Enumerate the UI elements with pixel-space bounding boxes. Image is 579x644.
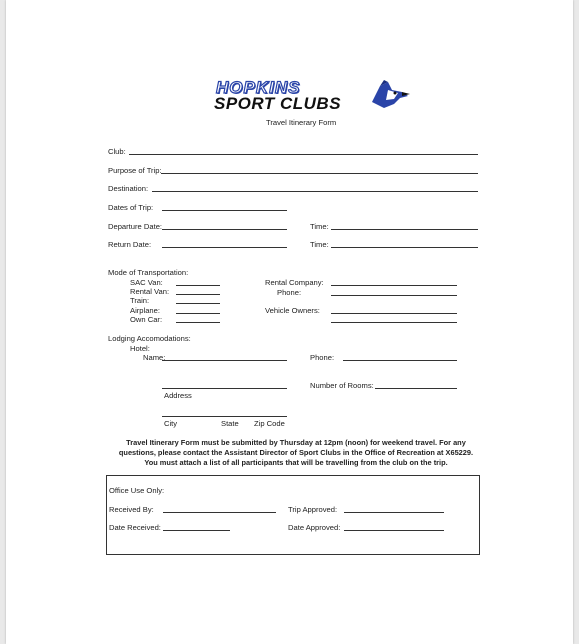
purpose-field[interactable] [161,173,478,174]
form-title: Travel Itinerary Form [266,118,337,127]
train-field[interactable] [176,303,220,304]
train-label: Train: [130,296,150,305]
rental-company-label: Rental Company: [265,278,324,287]
dates-label: Dates of Trip: [108,203,154,212]
transport-heading: Mode of Transportation: [108,268,189,277]
rental-phone-label: Phone: [277,288,302,297]
logo-sport-clubs: SPORT CLUBS [214,94,342,113]
return-date-label: Return Date: [108,240,152,249]
return-time-field[interactable] [331,247,478,248]
address-field[interactable] [162,388,287,389]
bluejay-icon [368,80,412,112]
date-approved-field[interactable] [344,530,444,531]
own-car-label: Own Car: [130,315,163,324]
notice-line-1: Travel Itinerary Form must be submitted by Thursday at 12pm (noon) for weekend travel. For any [126,438,466,447]
airplane-label: Airplane: [130,306,160,315]
notice-line-3: You must attach a list of all participants that will be travelling from the club on the trip. [144,458,448,467]
dates-field[interactable] [162,210,287,211]
rental-phone-field[interactable] [331,295,457,296]
received-by-field[interactable] [163,512,276,513]
logo-hopkins: HOPKINS [216,78,301,97]
sac-van-label: SAC Van: [130,278,163,287]
hotel-label: Hotel: [130,344,150,353]
city-label: City [164,419,178,428]
departure-time-label: Time: [310,222,329,231]
hotel-phone-field[interactable] [343,360,457,361]
vehicle-owners-label: Vehicle Owners: [265,306,320,315]
office-heading: Office Use Only: [109,486,165,495]
notice-line-2: questions, please contact the Assistant Director of Sport Clubs in the Office of Recreation at X65229. [118,448,474,457]
date-approved-label: Date Approved: [288,523,341,532]
zip-label: Zip Code [254,419,285,428]
date-received-field[interactable] [163,530,230,531]
trip-approved-label: Trip Approved: [288,505,338,514]
return-date-field[interactable] [162,247,287,248]
club-label: Club: [108,147,126,156]
rooms-label: Number of Rooms: [310,381,374,390]
destination-field[interactable] [152,191,478,192]
hotel-name-field[interactable] [162,360,287,361]
club-field[interactable] [129,154,478,155]
hotel-name-label: Name: [143,353,166,362]
date-received-label: Date Received: [109,523,161,532]
city-state-zip-field[interactable] [162,416,287,417]
purpose-label: Purpose of Trip: [108,166,162,175]
rooms-field[interactable] [375,388,457,389]
trip-approved-field[interactable] [344,512,444,513]
return-time-label: Time: [310,240,329,249]
address-label: Address [164,391,192,400]
form-page [6,0,573,644]
rental-van-field[interactable] [176,294,220,295]
own-car-field[interactable] [176,322,220,323]
departure-date-label: Departure Date: [108,222,163,231]
hotel-phone-label: Phone: [310,353,335,362]
departure-date-field[interactable] [162,229,287,230]
vehicle-owners-field-2[interactable] [331,322,457,323]
rental-van-label: Rental Van: [130,287,170,296]
destination-label: Destination: [108,184,149,193]
received-by-label: Received By: [109,505,154,514]
departure-time-field[interactable] [331,229,478,230]
rental-company-field[interactable] [331,285,457,286]
vehicle-owners-field-1[interactable] [331,313,457,314]
airplane-field[interactable] [176,313,220,314]
lodging-heading: Lodging Accomodations: [108,334,191,343]
state-label: State [221,419,239,428]
sac-van-field[interactable] [176,285,220,286]
